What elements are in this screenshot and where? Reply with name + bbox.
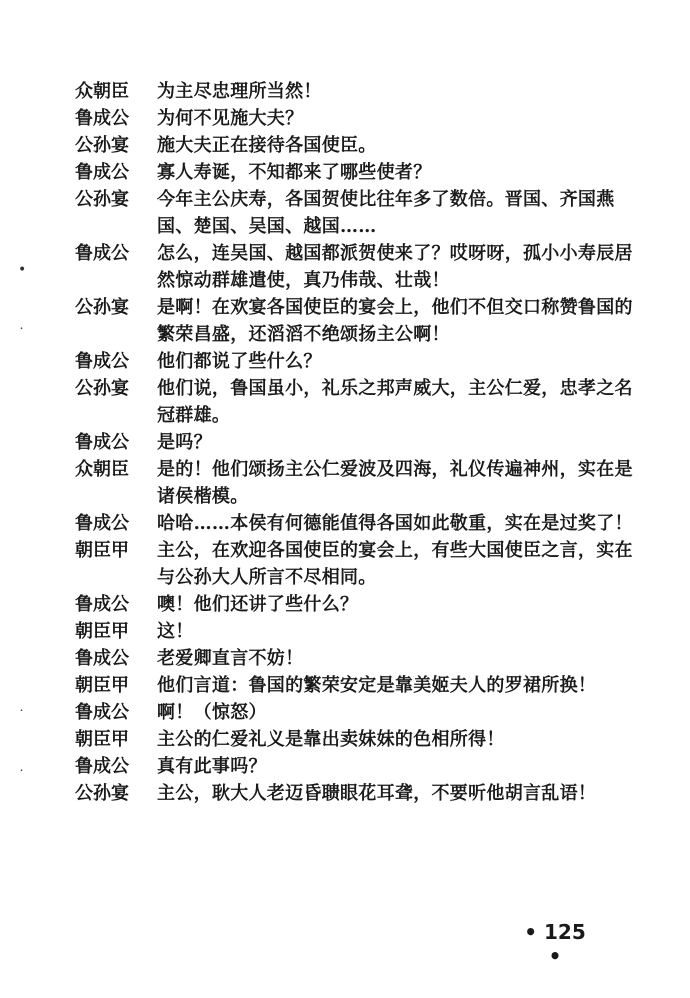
speaker-name: 公孙宴 [75,135,129,156]
margin-mark: ˙ [18,708,25,724]
dialogue-text: 今年主公庆寿，各国贺使比往年多了数倍。晋国、齐国燕国、楚国、吴国、越国…… [157,189,615,237]
dialogue-line [75,429,645,456]
dialogue-text: 老爱卿直言不妨！ [157,648,304,669]
dialogue-block [75,78,645,807]
dialogue-text: 他们都说了些什么？ [157,351,322,372]
dialogue-line [75,753,645,780]
speaker-name: 朝臣甲 [75,729,129,750]
dialogue-line [75,726,645,753]
dialogue-line [75,186,645,240]
dialogue-text: 是吗？ [157,432,212,453]
dialogue-text: 真有此事吗？ [157,756,267,777]
speaker-name: 鲁成公 [75,162,129,183]
dialogue-text: 怎么，连吴国、越国都派贺使来了？哎呀呀，孤小小寿辰居然惊动群雄遣使，真乃伟哉、壮哉！ [157,243,633,291]
dialogue-line [75,645,645,672]
margin-mark: ˙ [18,768,25,784]
dialogue-line [75,240,645,294]
dialogue-text: 他们说，鲁国虽小，礼乐之邦声威大，主公仁爱，忠孝之名冠群雄。 [157,378,633,426]
page-number: • 125 • [524,920,586,968]
speaker-name: 鲁成公 [75,513,129,534]
dialogue-line [75,294,645,348]
dialogue-text: 主公的仁爱礼义是靠出卖妹妹的色相所得！ [157,729,505,750]
dialogue-text: 寡人寿诞，不知都来了哪些使者？ [157,162,432,183]
dialogue-line [75,105,645,132]
speaker-name: 鲁成公 [75,351,129,372]
speaker-name: 鲁成公 [75,243,129,264]
dialogue-line [75,591,645,618]
speaker-name: 公孙宴 [75,189,129,210]
speaker-name: 朝臣甲 [75,540,129,561]
dialogue-text: 哈哈……本侯有何德能值得各国如此敬重，实在是过奖了！ [157,513,633,534]
speaker-name: 鲁成公 [75,756,129,777]
dialogue-line [75,78,645,105]
speaker-name: 公孙宴 [75,378,129,399]
speaker-name: 朝臣甲 [75,675,129,696]
dialogue-line [75,456,645,510]
speaker-name: 鲁成公 [75,432,129,453]
speaker-name: 鲁成公 [75,702,129,723]
dialogue-text: 是啊！在欢宴各国使臣的宴会上，他们不但交口称赞鲁国的繁荣昌盛，还滔滔不绝颂扬主公啊！ [157,297,633,345]
speaker-name: 鲁成公 [75,594,129,615]
dialogue-line [75,375,645,429]
dialogue-line [75,780,645,807]
dialogue-text: 为主尽忠理所当然！ [157,81,322,102]
dialogue-text: 这！ [157,621,194,642]
dialogue-text: 是的！他们颂扬主公仁爱波及四海，礼仪传遍神州，实在是诸侯楷模。 [157,459,633,507]
dialogue-text: 主公，耿大人老迈昏聩眼花耳聋，不要听他胡言乱语！ [157,783,597,804]
speaker-name: 鲁成公 [75,648,129,669]
margin-mark: ˙ [18,326,25,342]
dialogue-text: 他们言道：鲁国的繁荣安定是靠美姬夫人的罗裙所换！ [157,675,597,696]
speaker-name: 公孙宴 [75,297,129,318]
speaker-name: 朝臣甲 [75,621,129,642]
dialogue-text: 主公，在欢迎各国使臣的宴会上，有些大国使臣之言，实在与公孙大人所言不尽相同。 [157,540,633,588]
dialogue-line [75,537,645,591]
speaker-name: 公孙宴 [75,783,129,804]
dialogue-line [75,672,645,699]
dialogue-line [75,348,645,375]
speaker-name: 众朝臣 [75,459,129,480]
dialogue-line [75,510,645,537]
dialogue-line [75,132,645,159]
dialogue-text: 噢！他们还讲了些什么？ [157,594,359,615]
dialogue-text: 为何不见施大夫？ [157,108,304,129]
dialogue-line [75,699,645,726]
margin-mark: • [18,262,27,278]
dialogue-line [75,159,645,186]
speaker-name: 鲁成公 [75,108,129,129]
speaker-name: 众朝臣 [75,81,129,102]
dialogue-text: 啊！（惊怒） [157,702,267,723]
dialogue-line [75,618,645,645]
dialogue-text: 施大夫正在接待各国使臣。 [157,135,377,156]
